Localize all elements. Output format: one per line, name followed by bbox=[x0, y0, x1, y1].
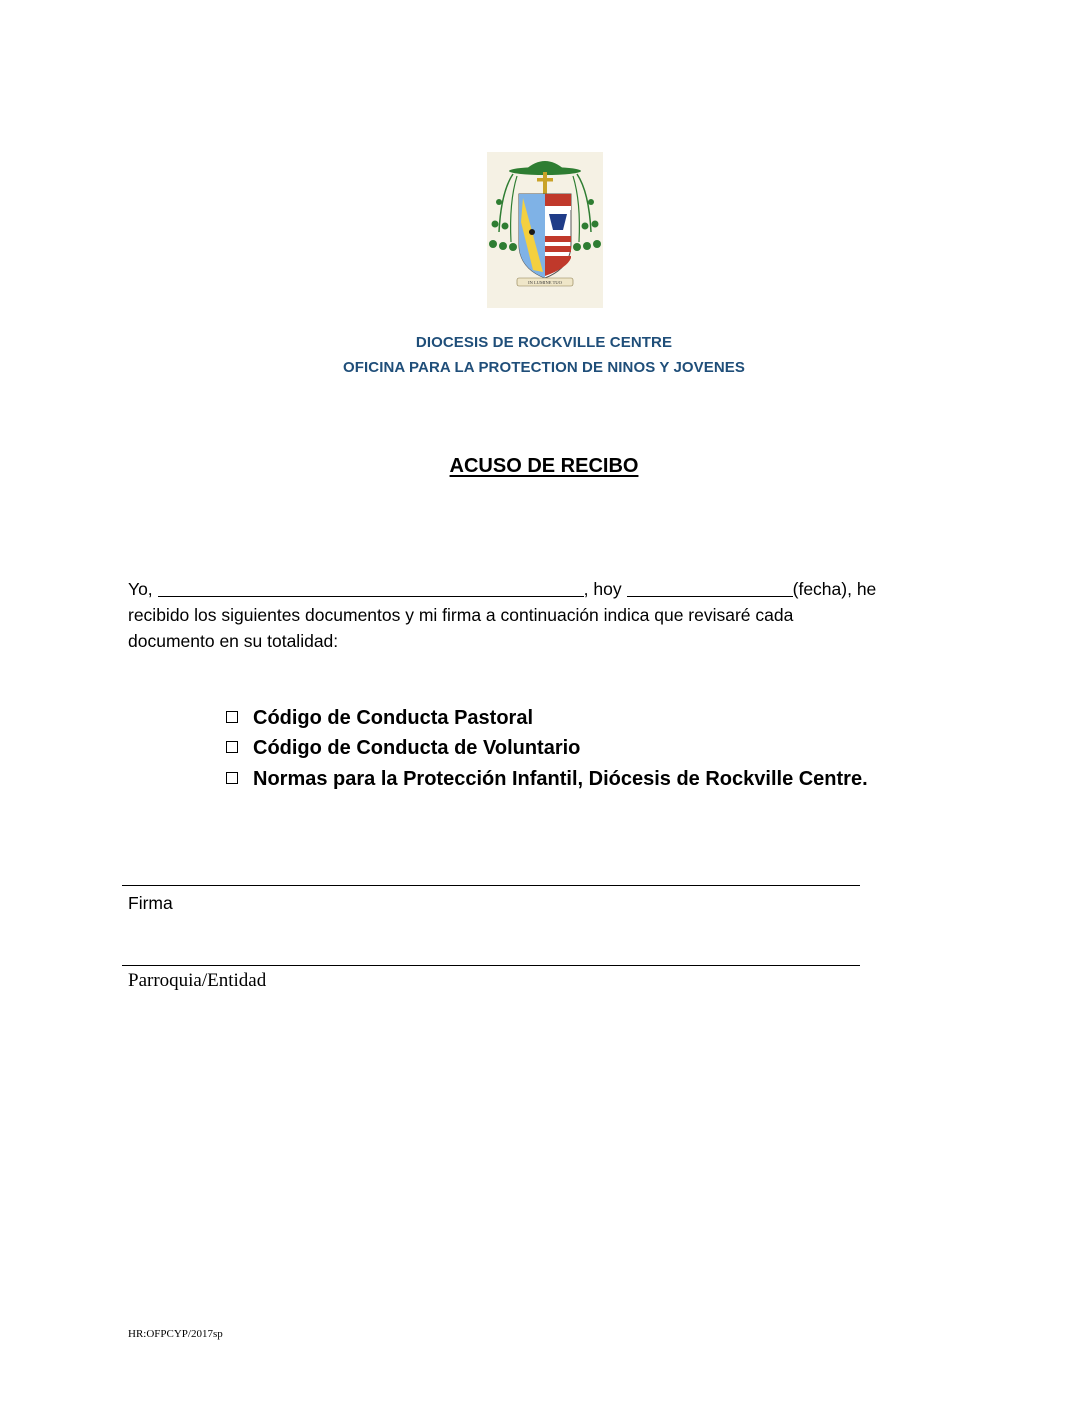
office-name: OFICINA PARA LA PROTECTION DE NINOS Y JOVENES bbox=[342, 359, 746, 376]
document-item-label: Código de Conducta de Voluntario bbox=[253, 737, 581, 759]
document-checkbox[interactable] bbox=[226, 741, 238, 753]
document-item bbox=[226, 707, 533, 730]
document-item-label: Normas para la Protección Infantil, Diócesis de Rockville Centre. bbox=[253, 768, 868, 790]
page-title: ACUSO DE RECIBO bbox=[449, 455, 639, 477]
statement-line-2: recibido los siguientes documentos y mi firma a continuación indica que revisaré cada bbox=[128, 605, 794, 625]
statement-prefix: Yo, bbox=[128, 579, 153, 599]
document-item bbox=[226, 768, 868, 791]
form-code: HR:OFPCYP/2017sp bbox=[128, 1328, 223, 1340]
parish-line[interactable] bbox=[122, 965, 860, 966]
parish-label: Parroquia/Entidad bbox=[128, 970, 267, 991]
statement-line-1 bbox=[128, 579, 876, 600]
document-checkbox[interactable] bbox=[226, 711, 238, 723]
name-blank-field[interactable] bbox=[158, 580, 584, 597]
document-checkbox[interactable] bbox=[226, 772, 238, 784]
document-item bbox=[226, 737, 580, 760]
date-blank-field[interactable] bbox=[627, 580, 793, 597]
statement-suffix: (fecha), he bbox=[792, 579, 877, 599]
signature-label: Firma bbox=[128, 893, 173, 913]
statement-line-3: documento en su totalidad: bbox=[128, 631, 339, 651]
diocese-name: DIOCESIS DE ROCKVILLE CENTRE bbox=[415, 334, 673, 351]
coat-of-arms-icon bbox=[487, 152, 603, 308]
crest-motto: IN LUMINE TUO bbox=[528, 280, 562, 285]
document-item-label: Código de Conducta Pastoral bbox=[253, 707, 534, 729]
statement-middle: , hoy bbox=[583, 579, 622, 599]
signature-line[interactable] bbox=[122, 885, 860, 886]
